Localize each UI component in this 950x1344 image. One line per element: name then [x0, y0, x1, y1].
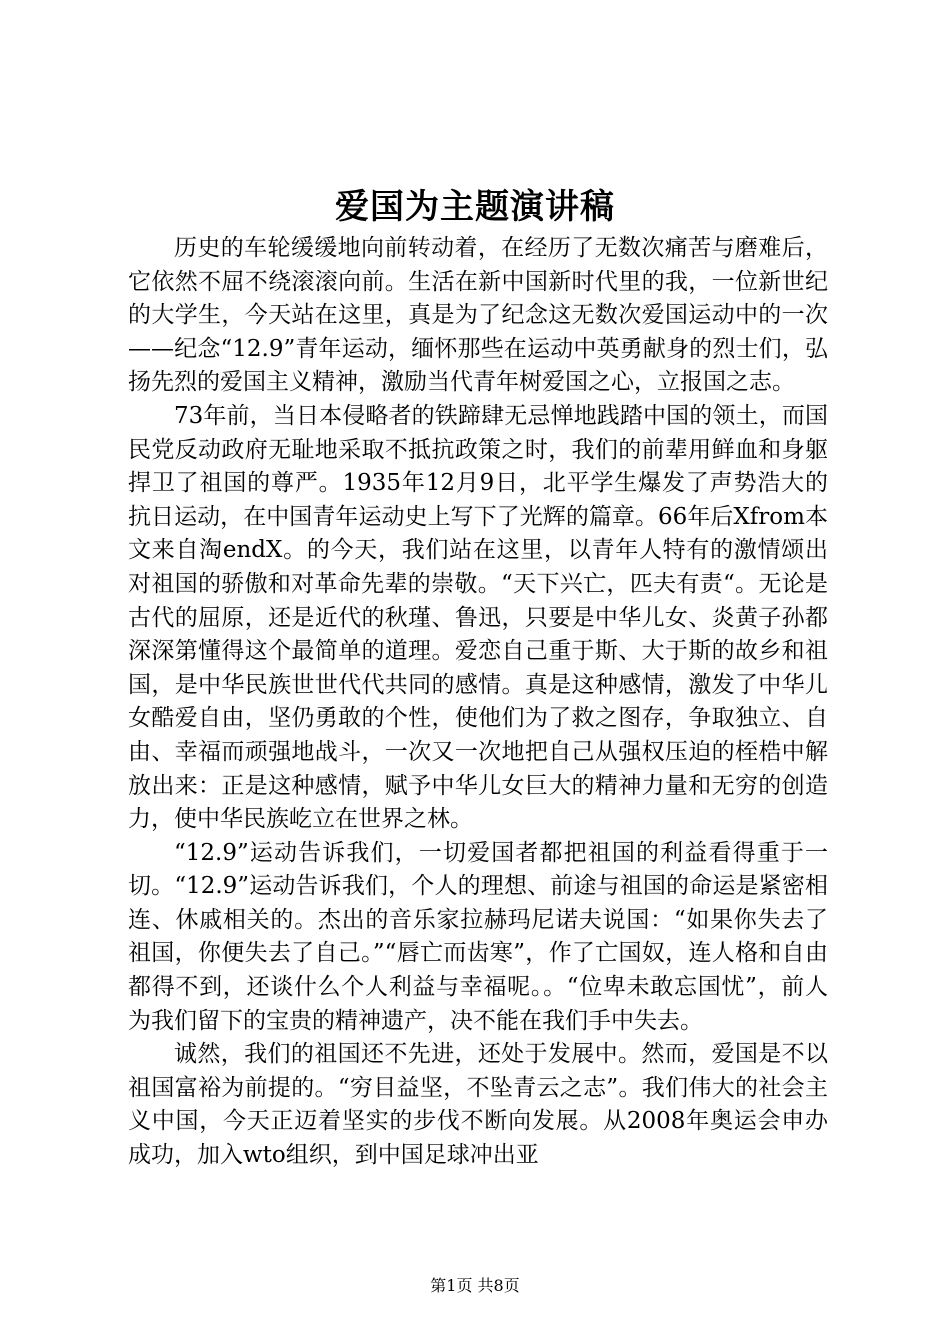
paragraph: 诚然，我们的祖国还不先进，还处于发展中。然而，爱国是不以祖国富裕为前提的。“穷目益坚，不坠青云之志”。我们伟大的社会主义中国，今天正迈着坚实的步伐不断向发展。从2008年奥运会申办成功，加入wto组织，到中国足球冲出亚 — [128, 1041, 828, 1169]
document-title: 爱国为主题演讲稿 — [335, 187, 615, 227]
page-number-footer: 第1页 共8页 — [430, 1276, 520, 1295]
paragraph: 历史的车轮缓缓地向前转动着，在经历了无数次痛苦与磨难后，它依然不屈不绕滚滚向前。生活在新中国新时代里的我，一位新世纪的大学生，今天站在这里，真是为了纪念这无数次爱国运动中的一次——纪念“12.9”青年运动，缅怀那些在运动中英勇献身的烈士们，弘扬先烈的爱国主义精神，激励当代青年树爱国之心，立报国之志。 — [128, 235, 828, 396]
paragraph: “12.9”运动告诉我们，一切爱国者都把祖国的利益看得重于一切。“12.9”运动告诉我们，个人的理想、前途与祖国的命运是紧密相连、休戚相关的。杰出的音乐家拉赫玛尼诺夫说国：“如果你失去了祖国，你便失去了自己。”“唇亡而齿寒”，作了亡国奴，连人格和自由都得不到，还谈什么个人利益与幸福呢。。“位卑未敢忘国忧”，前人为我们留下的宝贵的精神遗产，决不能在我们手中失去。 — [128, 839, 828, 1034]
paragraph: 73年前，当日本侵略者的铁蹄肆无忌惮地践踏中国的领土，而国民党反动政府无耻地采取不抵抗政策之时，我们的前辈用鲜血和身躯捍卫了祖国的尊严。1935年12月9日，北平学生爆发了声势浩大的抗日运动，在中国青年运动史上写下了光辉的篇章。66年后Xfrom本文来自淘endX。的今天，我们站在这里，以青年人特有的激情颂出对祖国的骄傲和对革命先辈的崇敬。“天下兴亡，匹夫有责“。无论是古代的屈原，还是近代的秋瑾、鲁迅，只要是中华儿女、炎黄子孙都深深第懂得这个最简单的道理。爱恋自己重于斯、大于斯的故乡和祖国，是中华民族世世代代共同的感情。真是这种感情，激发了中华儿女酷爱自由，坚仍勇敢的个性，使他们为了救之图存，争取独立、自由、幸福而顽强地战斗，一次又一次地把自己从强权压迫的桎梏中解放出来：正是这种感情，赋予中华儿女巨大的精神力量和无穷的创造力，使中华民族屹立在世界之林。 — [128, 402, 828, 833]
document-body — [128, 232, 828, 1173]
